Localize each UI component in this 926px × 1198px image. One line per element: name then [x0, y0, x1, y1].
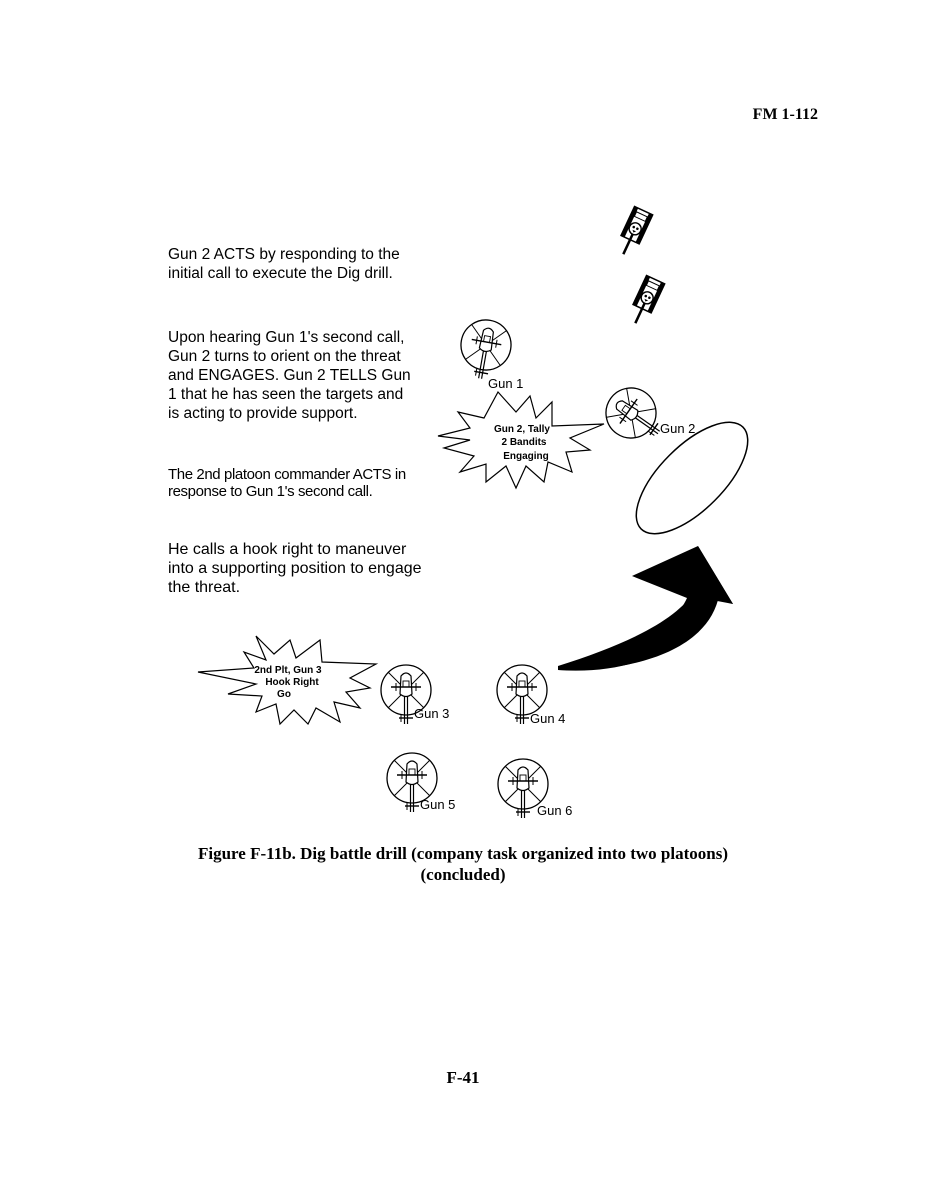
gun1-label: Gun 1 [488, 376, 524, 391]
burst-gun2-line2: 2 Bandits [501, 437, 547, 448]
gun3-label: Gun 3 [414, 706, 450, 721]
gun4-label: Gun 4 [530, 711, 566, 726]
paragraph-platoon-commander: The 2nd platoon commander ACTS in response to Gun 1's second call. [168, 466, 406, 500]
gun2-helicopter-icon [596, 378, 673, 453]
gun5-label: Gun 5 [420, 797, 456, 812]
paragraph-hook-right: He calls a hook right to maneuver into a supporting position to engage the threat. [168, 541, 422, 596]
figure-caption [0, 843, 926, 885]
caption-line2: (concluded) [420, 865, 506, 884]
burst-platoon-line1: 2nd Plt, Gun 3 [254, 665, 322, 676]
page-number: F-41 [446, 1068, 480, 1087]
enemy-tank-icon [626, 275, 664, 327]
gun6-label: Gun 6 [537, 803, 573, 818]
gun2-label: Gun 2 [660, 421, 696, 436]
paragraph-gun2-acts: Gun 2 ACTS by responding to the initial call to execute the Dig drill. [168, 246, 400, 282]
burst-gun2-line1: Gun 2, Tally [494, 424, 550, 435]
burst-platoon-line3: Go [277, 689, 291, 700]
burst-gun2-line3: Engaging [503, 451, 549, 462]
caption-line1: Figure F-11b. Dig battle drill (company task organized into two platoons) [198, 844, 728, 863]
gun1-helicopter-icon [455, 316, 514, 383]
enemy-tank-icon [614, 206, 652, 258]
paragraph-gun2-engages: Upon hearing Gun 1's second call, Gun 2 turns to orient on the threat and ENGAGES. Gun 2 TELLS Gun 1 that he has seen the targets and is acting to provide support. [168, 329, 411, 422]
burst-platoon-line2: Hook Right [265, 677, 319, 688]
document-id: FM 1-112 [752, 106, 818, 123]
